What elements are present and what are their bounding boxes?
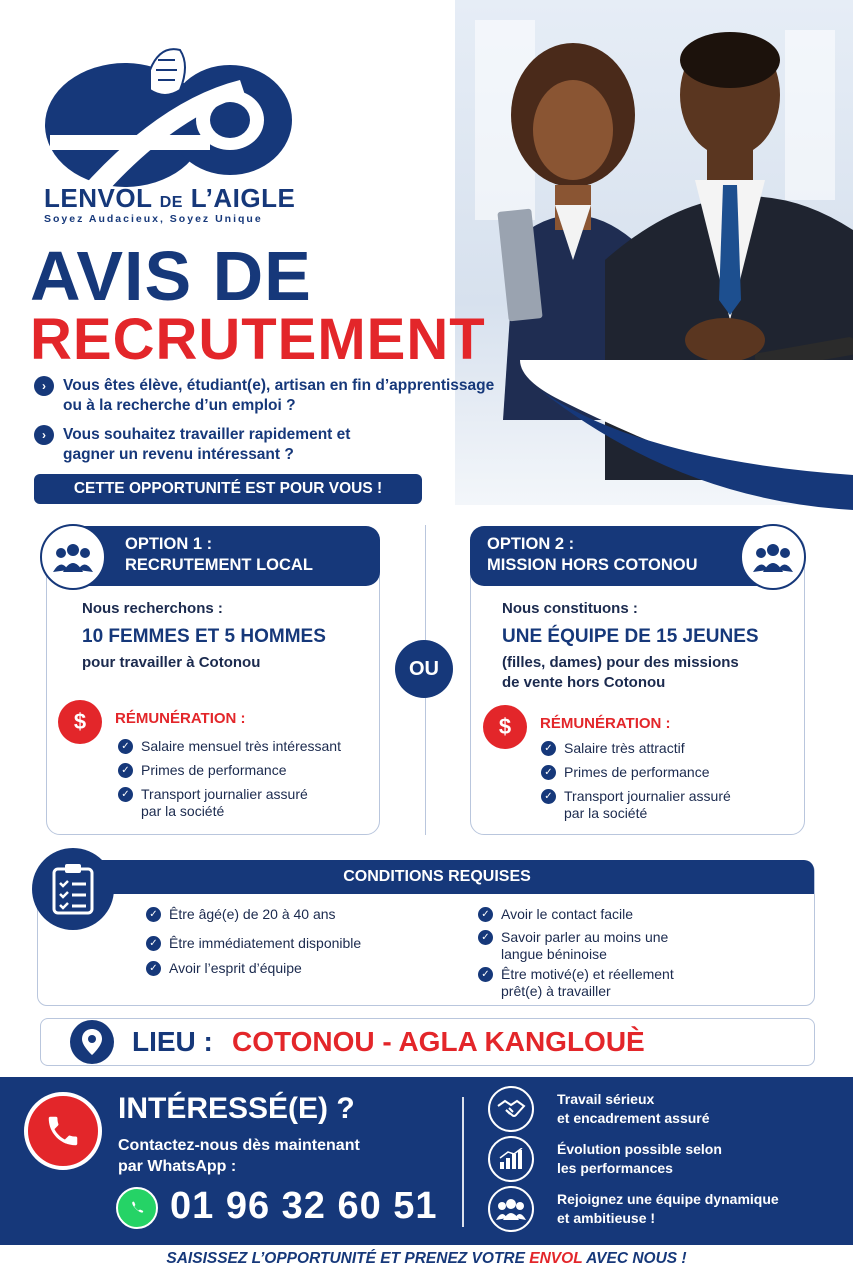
location-label: LIEU : xyxy=(132,1026,213,1057)
brand-name: LENVOL DE L’AIGLE xyxy=(44,183,296,213)
question-item: › Vous souhaitez travailler rapidement et gagner un revenu intéressant ? xyxy=(34,425,350,465)
list-item: ✓ Salaire mensuel très intéressant xyxy=(118,738,341,755)
contact-text: Contactez-nous dès maintenant par WhatsApp : xyxy=(118,1137,360,1175)
money-bag-icon: $ xyxy=(483,705,527,749)
list-item: ✓ Salaire très attractif xyxy=(541,740,685,757)
list-item: ✓ Avoir le contact facile xyxy=(478,906,633,923)
check-icon: ✓ xyxy=(146,907,161,922)
option1-detail: pour travailler à Cotonou xyxy=(82,654,261,671)
brand-slogan: Soyez Audacieux, Soyez Unique xyxy=(44,213,263,225)
check-icon: ✓ xyxy=(118,763,133,778)
list-item: ✓ Transport journalier assuré par la société xyxy=(118,786,308,820)
check-icon: ✓ xyxy=(146,936,161,951)
contact-title: INTÉRESSÉ(E) ? xyxy=(118,1092,355,1125)
phone-number[interactable]: 01 96 32 60 51 xyxy=(170,1185,438,1227)
check-icon: ✓ xyxy=(118,739,133,754)
list-item: ✓ Être motivé(e) et réellement prêt(e) à travailler xyxy=(478,966,674,1000)
arrow-right-icon: › xyxy=(34,376,54,396)
list-item: ✓ Savoir parler au moins une langue béninoise xyxy=(478,929,668,963)
location-value: COTONOU - AGLA KANGLOUÈ xyxy=(232,1026,645,1057)
map-pin-icon xyxy=(70,1020,114,1064)
option1-header: OPTION 1 : RECRUTEMENT LOCAL xyxy=(80,526,380,586)
option2-highlight: UNE ÉQUIPE DE 15 JEUNES xyxy=(502,626,759,647)
group-icon xyxy=(40,524,106,590)
opportunity-banner: CETTE OPPORTUNITÉ EST POUR VOUS ! xyxy=(34,474,422,504)
option2-pay-title: RÉMUNÉRATION : xyxy=(540,715,671,732)
clipboard-icon xyxy=(32,848,114,930)
divider xyxy=(462,1097,464,1227)
whatsapp-icon[interactable] xyxy=(116,1187,158,1229)
check-icon: ✓ xyxy=(478,930,493,945)
headline-line1: AVIS DE xyxy=(30,237,312,315)
handshake-icon xyxy=(488,1086,534,1132)
check-icon: ✓ xyxy=(478,967,493,982)
option1-pay-title: RÉMUNÉRATION : xyxy=(115,710,246,727)
money-bag-icon: $ xyxy=(58,700,102,744)
check-icon: ✓ xyxy=(541,765,556,780)
feature-text: Travail sérieux et encadrement assuré xyxy=(557,1091,710,1126)
list-item: ✓ Primes de performance xyxy=(541,764,710,781)
list-item: ✓ Primes de performance xyxy=(118,762,287,779)
check-icon: ✓ xyxy=(541,741,556,756)
or-separator: OU xyxy=(395,640,453,698)
list-item: ✓ Avoir l’esprit d’équipe xyxy=(146,960,302,977)
conditions-title: CONDITIONS REQUISES xyxy=(60,860,814,894)
list-item: ✓ Être âgé(e) de 20 à 40 ans xyxy=(146,906,336,923)
growth-chart-icon xyxy=(488,1136,534,1182)
option1-intro: Nous recherchons : xyxy=(82,600,223,617)
check-icon: ✓ xyxy=(478,907,493,922)
team-icon xyxy=(488,1186,534,1232)
option1-highlight: 10 FEMMES ET 5 HOMMES xyxy=(82,626,326,647)
group-icon xyxy=(740,524,806,590)
arrow-right-icon: › xyxy=(34,425,54,445)
list-item: ✓ Être immédiatement disponible xyxy=(146,935,361,952)
check-icon: ✓ xyxy=(118,787,133,802)
option2-detail: (filles, dames) pour des missions de vente hors Cotonou xyxy=(502,654,739,691)
list-item: ✓ Transport journalier assuré par la société xyxy=(541,788,731,822)
option2-intro: Nous constituons : xyxy=(502,600,638,617)
headline-line2: RECRUTEMENT xyxy=(30,307,486,372)
phone-icon xyxy=(24,1092,102,1170)
feature-text: Rejoignez une équipe dynamique et ambitieuse ! xyxy=(557,1191,779,1226)
feature-text: Évolution possible selon les performances xyxy=(557,1141,722,1176)
option2-header: OPTION 2 : MISSION HORS COTONOU xyxy=(470,526,770,586)
check-icon: ✓ xyxy=(146,961,161,976)
tagline: SAISISSEZ L’OPPORTUNITÉ ET PRENEZ VOTRE ENVOL AVEC NOUS ! xyxy=(166,1250,687,1267)
check-icon: ✓ xyxy=(541,789,556,804)
question-item: › Vous êtes élève, étudiant(e), artisan en fin d’apprentissage ou à la recherche d’un emploi ? xyxy=(34,376,494,416)
